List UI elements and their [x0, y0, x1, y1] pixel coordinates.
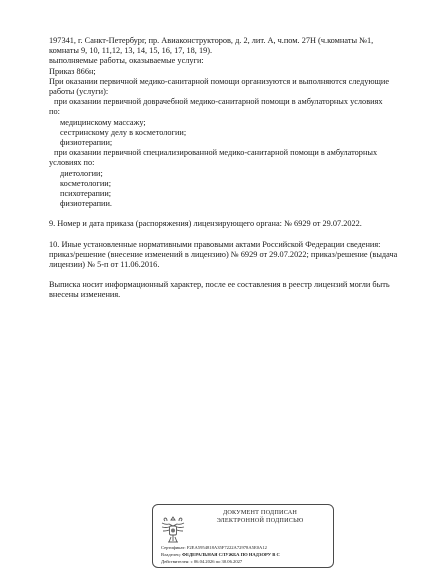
service-item: физиотерапии; [60, 138, 113, 148]
address-rooms-line: комнаты 9, 10, 11,12, 13, 14, 15, 16, 17, 18, 19). [49, 46, 213, 56]
stamp-heading-line: ДОКУМЕНТ ПОДПИСАН [222, 509, 298, 516]
service-item: диетологии; [60, 168, 103, 178]
address-line: 197341, г. Санкт-Петербург, пр. Авиаконструкторов, д. 2, лит. А, ч.пом. 27Н (ч.комнаты №1, [49, 36, 374, 45]
certificate-row [161, 544, 331, 551]
owner-row [161, 551, 331, 558]
disclaimer-line: Выписка носит информационный характер, после ее составления в реестр лицензий могли быть [49, 280, 390, 290]
validity-label: Действителен: [161, 559, 190, 564]
primary-care-intro: При оказании первичной медико-санитарной помощи организуются и выполняются следующие [49, 76, 390, 86]
service-item: косметологии; [60, 178, 112, 188]
item-9-order-number: 9. Номер и дата приказа (распоряжения) лицензирующего органа: № 6929 от 29.07.2022. [49, 219, 362, 229]
item-10-line: лицензии) № 5-п от 11.06.2016. [49, 260, 160, 270]
service-item: сестринскому делу в косметологии; [60, 127, 187, 137]
specialized-care-heading: при оказании первичной специализированной медико-санитарной помощи в амбулаторных [54, 148, 378, 158]
document-body [49, 36, 399, 301]
stamp-details [161, 544, 331, 565]
order-reference: Приказ 866н; [49, 66, 96, 76]
owner-value: ФЕДЕРАЛЬНАЯ СЛУЖБА ПО НАДЗОРУ В С [182, 552, 280, 557]
prevoc-care-heading: при оказании первичной доврачебной медико-санитарной помощи в амбулаторных условиях [54, 97, 383, 107]
certificate-value: F2EA5954818A35F7222A72978A5E0A12 [186, 545, 267, 550]
double-headed-eagle-icon [159, 513, 187, 545]
validity-row [161, 558, 331, 565]
specialized-care-heading-cont: условиях по: [49, 158, 95, 168]
stamp-heading [191, 509, 329, 524]
primary-care-intro-cont: работы (услуги): [49, 87, 109, 97]
item-10-line: приказ/решение (внесение изменений в лицензию) № 6929 от 29.07.2022; приказ/решение (выдача [49, 249, 398, 259]
service-item: медицинскому массажу; [60, 117, 146, 127]
service-item: физиотерапии. [60, 199, 112, 209]
service-item: психотерапии; [60, 189, 112, 199]
works-heading: выполняемые работы, оказываемые услуги: [49, 56, 204, 66]
certificate-label: Сертификат: [161, 545, 186, 550]
owner-label: Владелец: [161, 552, 181, 557]
stamp-heading-line: ЭЛЕКТРОННОЙ ПОДПИСЬЮ [216, 516, 304, 524]
prevoc-care-heading-cont: по: [49, 107, 60, 117]
disclaimer-line: внесены изменения. [49, 290, 121, 300]
validity-value: с 06.04.2026 по 30.06.2027 [190, 559, 243, 564]
item-10-heading: 10. Иные установленные нормативными правовыми актами Российской Федерации сведения: [49, 239, 381, 249]
electronic-signature-stamp [152, 504, 334, 568]
